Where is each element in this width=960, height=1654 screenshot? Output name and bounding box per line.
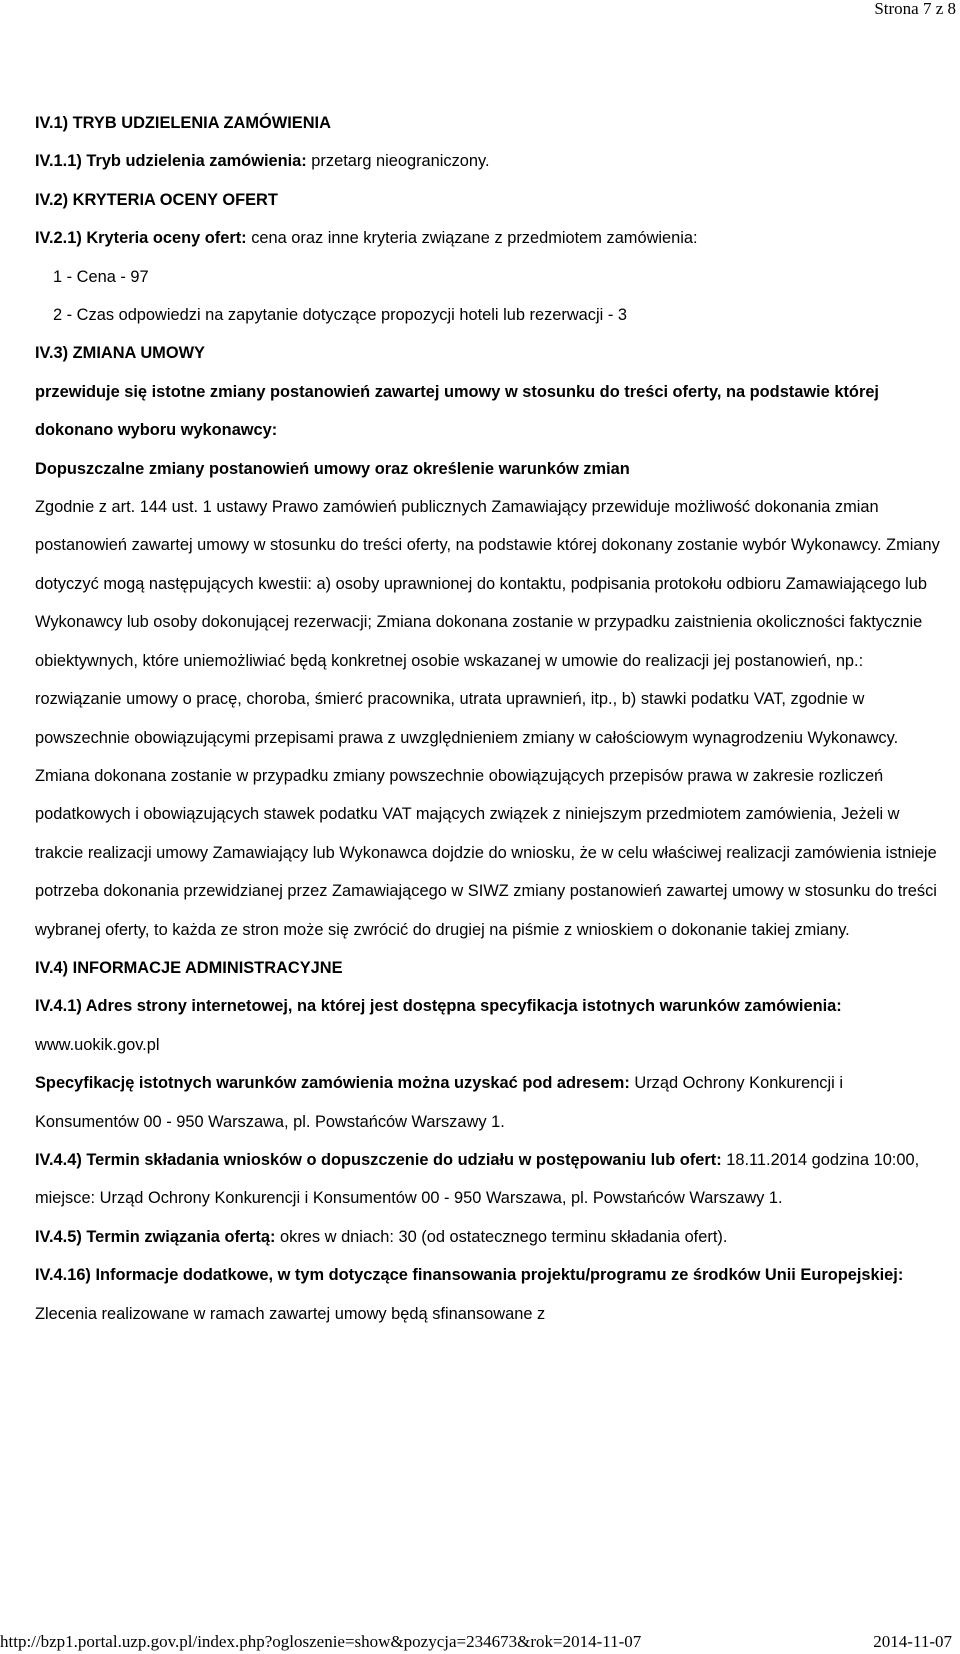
section-iv416-label: IV.4.16) Informacje dodatkowe, w tym dotyczące finansowania projektu/programu ze środków Unii Europejskiej: <box>35 1266 904 1285</box>
section-iv21 <box>35 219 950 257</box>
section-iv4-title: IV.4) INFORMACJE ADMINISTRACYJNE <box>35 958 343 977</box>
section-iv44-label: IV.4.4) Termin składania wniosków o dopuszczenie do udziału w postępowaniu lub ofert: <box>35 1150 722 1169</box>
section-iv2-title: IV.2) KRYTERIA OCENY OFERT <box>35 190 278 209</box>
section-iv41 <box>35 987 950 1064</box>
section-iv45-value: okres w dniach: 30 (od ostatecznego terminu składania ofert). <box>275 1227 728 1246</box>
siwz-address-value: Urząd Ochrony Konkurencji i Konsumentów 00 - 950 Warszawa, pl. Powstańców Warszawy 1. <box>35 1074 843 1131</box>
section-iv11-label: IV.1.1) Tryb udzielenia zamówienia: <box>35 152 307 171</box>
section-iv11-value: przetarg nieograniczony. <box>306 152 490 171</box>
page-number-header: Strona 7 z 8 <box>874 0 956 18</box>
section-iv11 <box>35 142 950 180</box>
section-iv21-value: cena oraz inne kryteria związane z przedmiotem zamówienia: <box>246 229 698 248</box>
siwz-address-label: Specyfikację istotnych warunków zamówienia można uzyskać pod adresem: <box>35 1074 630 1093</box>
section-iv416 <box>35 1256 950 1333</box>
section-iv3-changes-title: Dopuszczalne zmiany postanowień umowy oraz określenie warunków zmian <box>35 459 630 478</box>
document-body <box>35 104 950 1333</box>
section-iv3-title: IV.3) ZMIANA UMOWY <box>35 344 205 363</box>
criterion-price: 1 - Cena - 97 <box>53 267 149 286</box>
footer-date: 2014-11-07 <box>873 1632 952 1651</box>
section-iv3-body: Zgodnie z art. 144 ust. 1 ustawy Prawo zamówień publicznych Zamawiający przewiduje możliwość dokonania zmian postanowień zawartej umowy w stosunku do treści oferty, na podstawie której dokonany zostanie wybór Wykonawcy. Zmiany dotyczyć mogą następujących kwestii: a) osoby uprawnionej do kontaktu, podpisania protokołu odbioru Zamawiającego lub Wykonawcy lub osoby dokonującej rezerwacji; Zmiana dokonana zostanie w przypadku zaistnienia okoliczności faktycznie obiektywnych, które uniemożliwiać będą konkretnej osobie wskazanej w umowie do realizacji jej postanowień, np.: rozwiązanie umowy o pracę, choroba, śmierć pracownika, utrata uprawnień, itp., b) stawki podatku VAT, zgodnie w powszechnie obowiązującymi przepisami prawa z uwzględnieniem zmiany w całościowym wynagrodzeniu Wykonawcy. Zmiana dokonana zostanie w przypadku zmiany powszechnie obowiązujących przepisów prawa w zakresie rozliczeń podatkowych i obowiązujących stawek podatku VAT mających związek z niniejszym przedmiotem zamówienia, Jeżeli w trakcie realizacji umowy Zamawiający lub Wykonawca dojdzie do wniosku, że w celu właściwej realizacji zamówienia istnieje potrzeba dokonania przewidzianej przez Zamawiającego w SIWZ zmiany postanowień zawartej umowy w stosunku do treści wybranej oferty, to każda ze stron może się zwrócić do drugiej na piśmie z wnioskiem o dokonanie takiej zmiany. <box>35 498 940 939</box>
siwz-address <box>35 1064 950 1141</box>
section-iv41-label: IV.4.1) Adres strony internetowej, na której jest dostępna specyfikacja istotnych warunków zamówienia: <box>35 997 842 1016</box>
section-iv45-label: IV.4.5) Termin związania ofertą: <box>35 1227 276 1246</box>
section-iv21-label: IV.2.1) Kryteria oceny ofert: <box>35 229 247 248</box>
section-iv41-value: www.uokik.gov.pl <box>35 1035 160 1054</box>
section-iv44 <box>35 1141 950 1218</box>
section-iv44-value: 18.11.2014 godzina 10:00, miejsce: Urząd Ochrony Konkurencji i Konsumentów 00 - 950 Warszawa, pl. Powstańców Warszawy 1. <box>35 1150 920 1208</box>
section-iv416-value: Zlecenia realizowane w ramach zawartej umowy będą sfinansowane z <box>35 1304 546 1323</box>
section-iv3-statement: przewiduje się istotne zmiany postanowień zawartej umowy w stosunku do treści oferty, na podstawie której dokonano wyboru wykonawcy: <box>35 382 879 440</box>
section-iv45 <box>35 1218 950 1256</box>
criterion-response-time: 2 - Czas odpowiedzi na zapytanie dotyczące propozycji hoteli lub rezerwacji - 3 <box>53 306 627 325</box>
footer-url: http://bzp1.portal.uzp.gov.pl/index.php?ogloszenie=show&pozycja=234673&rok=2014-11-07 <box>0 1632 642 1651</box>
section-iv1-title: IV.1) TRYB UDZIELENIA ZAMÓWIENIA <box>35 114 331 132</box>
